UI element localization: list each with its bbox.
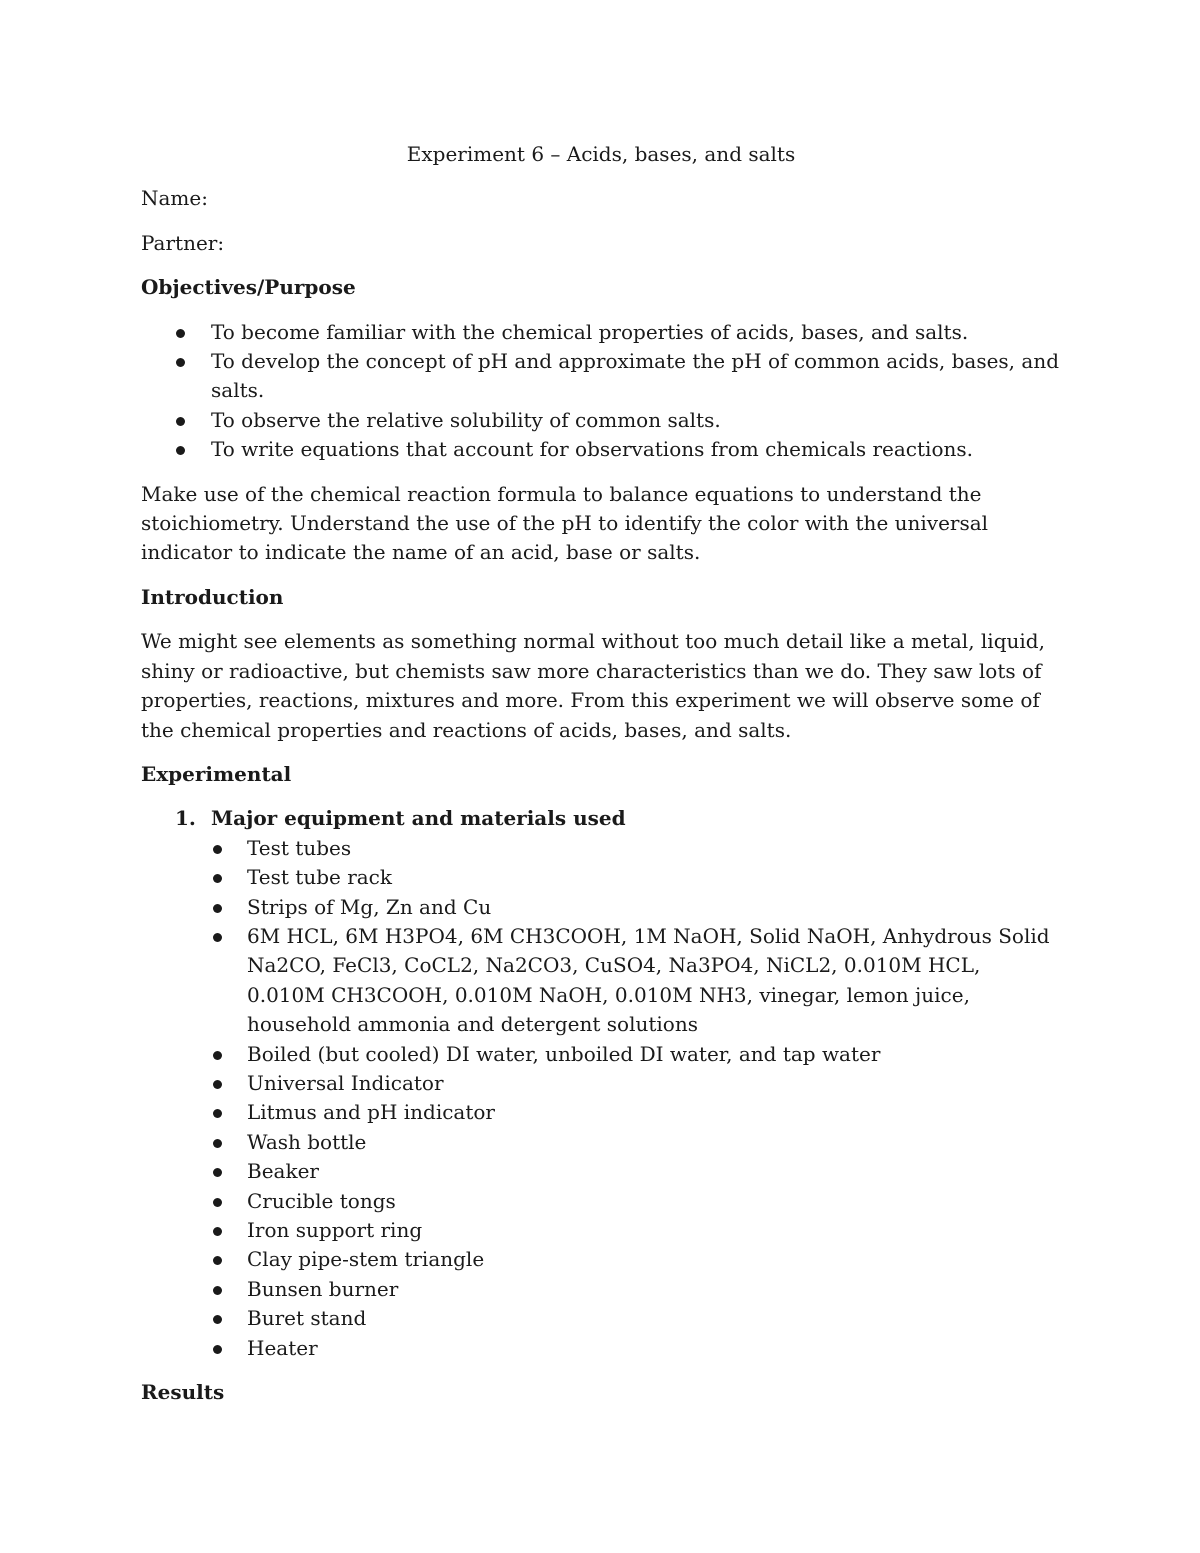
experimental-list	[141, 804, 1061, 1363]
list-item: To observe the relative solubility of common salts.	[141, 406, 1061, 435]
bullet-icon	[213, 874, 222, 883]
objectives-heading: Objectives/Purpose	[141, 275, 356, 300]
list-item: Heater	[211, 1334, 1061, 1363]
objectives-list	[141, 318, 1061, 465]
bullet-icon	[176, 417, 185, 426]
section-number: 1.	[175, 806, 196, 831]
list-item: Bunsen burner	[211, 1275, 1061, 1304]
list-item: To become familiar with the chemical properties of acids, bases, and salts.	[141, 318, 1061, 347]
bullet-icon	[213, 904, 222, 913]
section-title: Major equipment and materials used	[211, 806, 626, 831]
list-item: Clay pipe-stem triangle	[211, 1245, 1061, 1274]
materials-list	[211, 834, 1061, 1363]
bullet-icon	[213, 1315, 222, 1324]
introduction-paragraph: We might see elements as something normal without too much detail like a metal, liquid, shiny or radioactive, but chemists saw more characteristics than we do. They saw lots of properties, reactions, mixtures and more. From this experiment we will observe some of the chemical properties and reactions of acids, bases, and salts.	[141, 629, 1045, 742]
bullet-icon	[213, 1227, 222, 1236]
bullet-icon	[213, 1345, 222, 1354]
list-item: Strips of Mg, Zn and Cu	[211, 893, 1061, 922]
document-page	[141, 140, 1061, 1422]
list-item: Universal Indicator	[211, 1069, 1061, 1098]
list-item: Buret stand	[211, 1304, 1061, 1333]
bullet-icon	[176, 329, 185, 338]
list-item: Test tubes	[211, 834, 1061, 863]
bullet-icon	[213, 1198, 222, 1207]
results-heading: Results	[141, 1380, 225, 1405]
list-item: Crucible tongs	[211, 1187, 1061, 1216]
list-item: Iron support ring	[211, 1216, 1061, 1245]
bullet-icon	[213, 1109, 222, 1118]
bullet-icon	[213, 845, 222, 854]
bullet-icon	[213, 933, 222, 942]
bullet-icon	[213, 1168, 222, 1177]
partner-label: Partner:	[141, 230, 225, 255]
list-item: Wash bottle	[211, 1128, 1061, 1157]
list-item: Litmus and pH indicator	[211, 1098, 1061, 1127]
bullet-icon	[176, 358, 185, 367]
bullet-icon	[213, 1286, 222, 1295]
bullet-icon	[213, 1051, 222, 1060]
document-title: Experiment 6 – Acids, bases, and salts	[406, 142, 796, 166]
bullet-icon	[176, 446, 185, 455]
list-item: 6M HCL, 6M H3PO4, 6M CH3COOH, 1M NaOH, Solid NaOH, Anhydrous Solid Na2CO, FeCl3, CoCL2, Na2CO3, CuSO4, Na3PO4, NiCL2, 0.010M HCL, 0.010M CH3COOH, 0.010M NaOH, 0.010M NH3, vinegar, lemon juice, household ammonia and detergent solutions	[211, 922, 1061, 1040]
name-label: Name:	[141, 186, 208, 211]
experimental-section	[141, 804, 1061, 1363]
bullet-icon	[213, 1080, 222, 1089]
list-item: To write equations that account for observations from chemicals reactions.	[141, 435, 1061, 464]
introduction-heading: Introduction	[141, 584, 284, 609]
list-item: To develop the concept of pH and approximate the pH of common acids, bases, and salts.	[141, 347, 1061, 406]
objectives-paragraph: Make use of the chemical reaction formula to balance equations to understand the stoichiometry. Understand the use of the pH to identify the color with the universal indicator to indicate the name of an acid, base or salts.	[141, 481, 989, 565]
list-item: Test tube rack	[211, 863, 1061, 892]
bullet-icon	[213, 1256, 222, 1265]
experimental-heading: Experimental	[141, 761, 292, 786]
list-item: Beaker	[211, 1157, 1061, 1186]
bullet-icon	[213, 1139, 222, 1148]
list-item: Boiled (but cooled) DI water, unboiled DI water, and tap water	[211, 1040, 1061, 1069]
